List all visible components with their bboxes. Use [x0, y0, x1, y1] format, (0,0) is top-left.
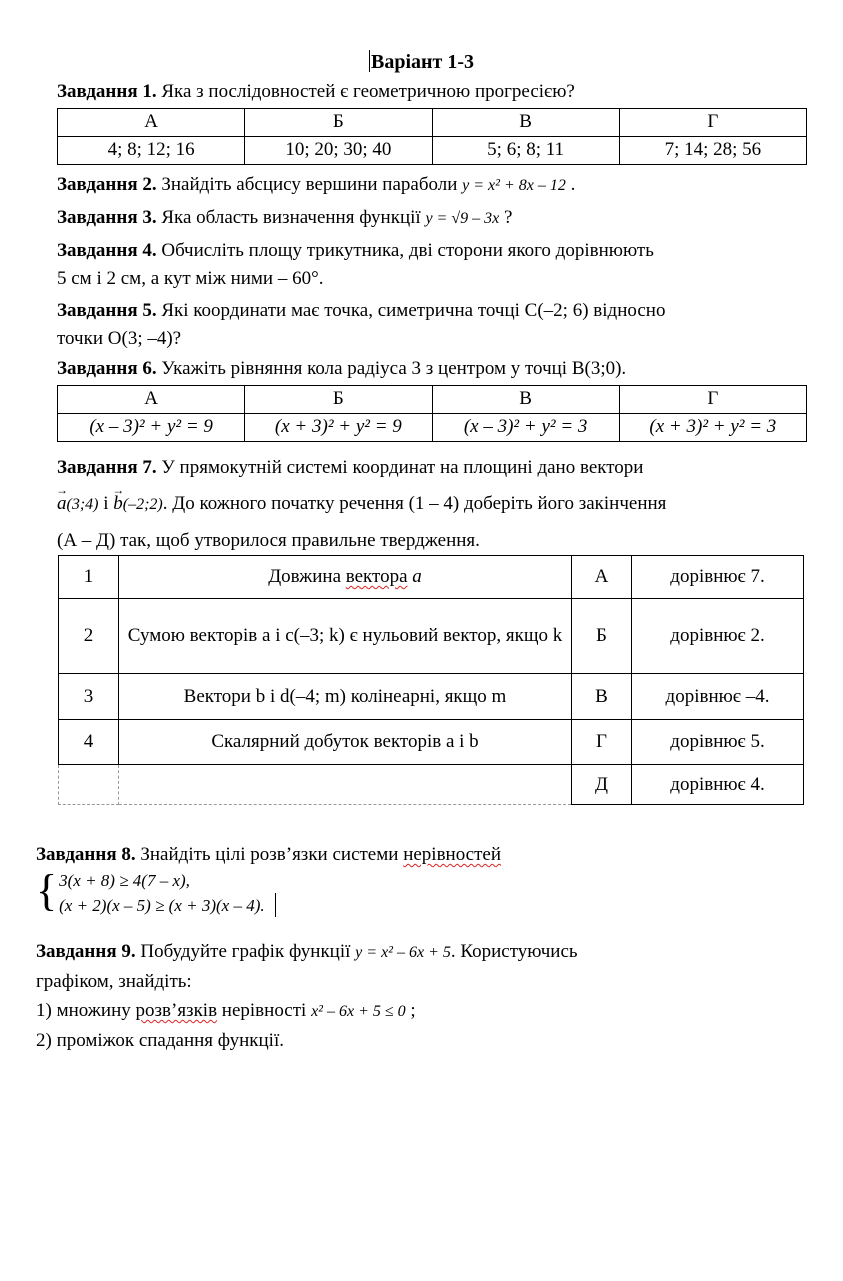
table-row: 4 Скалярний добуток векторів a і b Г дорівнює 5.: [59, 720, 804, 765]
task-1-text: Завдання 1. Яка з послідовностей є геометричною прогресією?: [57, 81, 575, 102]
formula: x² – 6x + 5 ≤ 0: [311, 1003, 406, 1020]
task-1-answer-table: [57, 108, 807, 165]
table-row: 1 Довжина вектора a А дорівнює 7.: [59, 556, 804, 599]
table-cell: (x – 3)² + y² = 3: [432, 413, 619, 441]
task-9: Завдання 9. Побудуйте графік функції y = x² – 6x + 5. Користуючись графіком, знайдіть: 1) множину розв’язків нерівності x² – 6x + 5 ≤ 0 ; 2) проміжок спадання функції.: [36, 941, 578, 1051]
variant-title: Варіант 1-3: [370, 51, 475, 73]
table-header: Б: [245, 385, 432, 413]
table-header: Б: [245, 108, 432, 136]
table-row: 3 Вектори b і d(–4; m) колінеарні, якщо m В дорівнює –4.: [59, 674, 804, 720]
text-cursor: [369, 50, 370, 72]
table-cell: 7; 14; 28; 56: [619, 136, 806, 164]
table-cell: (x – 3)² + y² = 9: [58, 413, 245, 441]
table-header: А: [58, 108, 245, 136]
task-1: [57, 80, 817, 165]
inequality-system: { 3(x + 8) ≥ 4(7 – x), (x + 2)(x – 5) ≥ (x + 3)(x – 4).: [36, 869, 816, 918]
table-cell: (x + 3)² + y² = 3: [619, 413, 806, 441]
table-header: Г: [619, 385, 806, 413]
table-row: 2 Сумою векторів a і c(–3; k) є нульовий вектор, якщо k Б дорівнює 2.: [59, 599, 804, 674]
formula: y = x² + 8x – 12: [462, 177, 566, 194]
task-4: Завдання 4. Обчисліть площу трикутника, дві сторони якого дорівнюють 5 см і 2 см, а кут між ними – 60°.: [57, 240, 654, 289]
formula: y = √9 – 3x: [425, 210, 500, 227]
table-cell: 4; 8; 12; 16: [58, 136, 245, 164]
table-header: Г: [619, 108, 806, 136]
task-5: Завдання 5. Які координати має точка, симетрична точці C(–2; 6) відносно точки O(3; –4)?: [57, 300, 666, 349]
table-row: Д дорівнює 4.: [59, 765, 804, 805]
task-2: Завдання 2. Знайдіть абсцису вершини параболи y = x² + 8x – 12 .: [57, 174, 576, 195]
task-3: Завдання 3. Яка область визначення функції y = √9 – 3x ?: [57, 207, 513, 228]
vector-a: → a: [57, 486, 67, 522]
table-header: В: [432, 108, 619, 136]
table-cell: 10; 20; 30; 40: [245, 136, 432, 164]
text-cursor: [275, 893, 276, 917]
task-8: Завдання 8. Знайдіть цілі розв’язки системи нерівностей { 3(x + 8) ≥ 4(7 – x), (x + 2)(x – 5) ≥ (x + 3)(x – 4).: [36, 843, 816, 918]
formula: y = x² – 6x + 5: [355, 944, 451, 961]
task-6: Завдання 6. Укажіть рівняння кола радіуса 3 з центром у точці B(3;0). А Б В Г (x – 3)² + y² = 9 (x + 3)² + y² = 9 (x – 3)² + y² = 3 (x + 3)² + y² = 3: [57, 357, 817, 442]
brace-icon: {: [36, 865, 58, 915]
task-7: Завдання 7. У прямокутній системі координат на площині дано вектори → a(3;4) і → b(–2;2). До кожного початку речення (1 – 4) доберіть його закінчення (А – Д) так, щоб утворилося правильне твердження.: [57, 450, 817, 559]
table-header: В: [432, 385, 619, 413]
vector-b: → b: [113, 486, 123, 522]
table-cell: 5; 6; 8; 11: [432, 136, 619, 164]
table-cell: (x + 3)² + y² = 9: [245, 413, 432, 441]
task-7-matching-table: [58, 555, 804, 805]
task-6-answer-table: [57, 385, 807, 442]
table-header: А: [58, 385, 245, 413]
